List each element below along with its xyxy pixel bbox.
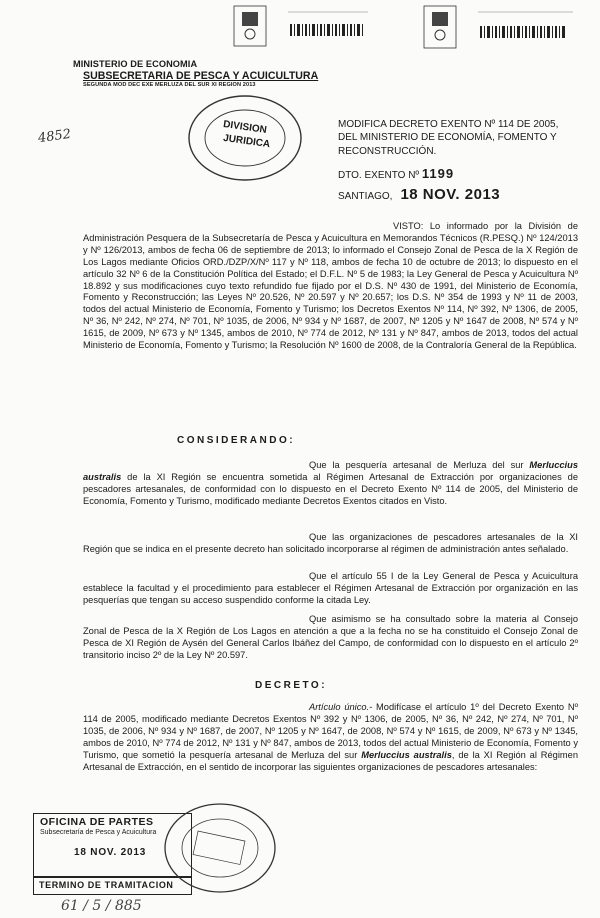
considerando-paragraph-2: Que las organizaciones de pescadores artesanales de la XI Región que se indica en el presente decreto han solicitado incorporarse al régimen de administración antes señalado. <box>83 532 578 554</box>
considerando-paragraph-1 <box>83 460 578 508</box>
tramitacion-label: TERMINO DE TRAMITACION <box>39 880 174 890</box>
stamp-line-1: DIVISION <box>222 118 268 137</box>
decreto-paragraph <box>83 702 578 773</box>
stamp-line-2: JURIDICA <box>222 132 271 151</box>
visto-lead: VISTO: <box>393 221 424 231</box>
place-date <box>338 186 500 203</box>
decreto-heading: DECRETO: <box>255 680 328 691</box>
considerando-p1-text-a: Que la pesquería artesanal de Merluza del sur <box>309 460 530 470</box>
decree-date: 18 NOV. 2013 <box>400 186 501 203</box>
seal-icon <box>228 4 378 60</box>
handwritten-bottom: 61 / 5 / 885 <box>61 898 142 914</box>
species-name-2: Merluccius australis <box>361 749 452 760</box>
ministry-name: MINISTERIO DE ECONOMIA <box>73 59 198 69</box>
articulo-lead: Artículo único.- <box>309 702 373 712</box>
considerando-heading: CONSIDERANDO: <box>177 435 296 446</box>
oficina-date: 18 NOV. 2013 <box>74 847 147 858</box>
visto-paragraph <box>83 221 578 352</box>
seal-icon <box>418 4 583 60</box>
species-name: Merluccius australis <box>83 460 578 482</box>
document-code: SEGUNDA MOD DEC EXE MERLUZA DEL SUR XI REGION 2013 <box>83 82 256 88</box>
document-title: MODIFICA DECRETO EXENTO Nº 114 DE 2005, DEL MINISTERIO DE ECONOMÍA, FOMENTO Y RECONSTRUCCIÓN. <box>338 119 559 157</box>
division-juridica-stamp <box>185 92 303 184</box>
round-stamp-icon <box>160 800 280 895</box>
subsecretaria-name: SUBSECRETARIA DE PESCA Y ACUICULTURA <box>83 70 319 82</box>
decreto-text-a: Modifícase el artículo 1º del Decreto Exento Nº 114 de 2005, modificado mediante Decretos Exentos Nº 392 y Nº 1306, de 2005, Nº 36, Nº 242, Nº 274, Nº 701, Nº 1035, de 2006, Nº 934 y Nº 1687, de 2007, Nº 1205 y Nº 1647, de 2008, Nº 574 y Nº 1615, de 2009, Nº 673 y Nº 1345, ambos de 2010, Nº 774 de 2012, Nº 131 y Nº 847, ambos de 2013, todos del actual Ministerio de Economía, Fomento y Turismo, que sometió la pesquería artesanal de Merluza del sur <box>83 702 578 760</box>
considerando-paragraph-4: Que asimismo se ha consultado sobre la materia al Consejo Zonal de Pesca de la X Región de Los Lagos en atención a que a la fecha no se ha constituido el Consejo Zonal de Pesca de XI Región de Aysén del General Carlos Ibáñez del Campo, de conformidad con lo dispuesto en el artículo 2º transitorio inciso 2º de la Ley Nº 20.597. <box>83 614 578 660</box>
oficina-subtitle: Subsecretaría de Pesca y Acuicultura <box>40 829 157 836</box>
considerando-p1-text-b: de la XI Región se encuentra sometida al Régimen Artesanal de Extracción por organizaciones de pescadores artesanales, de conformidad con lo dispuesto en el Decreto Exento Nº 114 de 2005, del Ministerio de Economía, Fomento y Turismo, modificado mediante Decretos Exentos citados en Visto. <box>83 471 578 506</box>
decree-number <box>338 166 454 181</box>
visto-text: Lo informado por la División de Administración Pesquera de la Subsecretaría de Pesca y Acuicultura en Memorandos Técnicos (R.PESQ.) Nº 124/2013 y Nº 126/2013, ambos de fecha 06 de septiembre de 2013; lo informado el Consejo Zonal de Pesca de la X Región de Los Lagos mediante Oficios ORD./DZP/X/Nº 117 y Nº 118, ambos de fecha 10 de octubre de 2013; lo dispuesto en el artículo 32 Nº 6 de la Constitución Política del Estado; el D.F.L. Nº 5 de 1983; la Ley General de Pesca y Acuicultura Nº 18.892 y sus modificaciones cuyo texto refundido fue fijado por el D.S. Nº 430 de 1991, del Ministerio de Economía, Fomento y Reconstrucción; las Leyes Nº 20.526, Nº 20.597 y Nº 20.657; los D.S. Nº 354 de 1993 y Nº 11 de 2003, todos del actual Ministerio de Economía, Fomento y Turismo; los Decretos Exentos Nº 114, Nº 392, Nº 1306, de 2005, Nº 36, Nº 242, Nº 274, Nº 701, Nº 1035, de 2006, Nº 934 y Nº 1687, de 2007, Nº 1205 y Nº 1647 de 2008, Nº 574 y Nº 1615, de 2009, Nº 673 y Nº 1345, ambos de 2010, Nº 774 de 2012, Nº 131 y Nº 847, ambos de 2013, todos del actual Ministerio de Economía, Fomento y Turismo; la Resolución Nº 1600 de 2008, de la Contraloría General de la República. <box>83 221 578 351</box>
oficina-title: OFICINA DE PARTES <box>40 816 154 828</box>
decreto-text-b: , de la XI Región al Régimen Artesanal de Extracción, en el sentido de incorporar las siguientes organizaciones de pescadores artesanales: <box>83 749 578 772</box>
top-left-stamp <box>228 4 378 60</box>
bottom-round-stamp <box>160 800 280 895</box>
considerando-paragraph-3: Que el artículo 55 I de la Ley General de Pesca y Acuicultura establece la facultad y el procedimiento para establecer el Régimen Artesanal de Extracción por organización en las pesquerías que tengan su acceso suspendido conforme la citada Ley. <box>83 571 578 605</box>
decree-label: DTO. EXENTO Nº <box>338 170 420 181</box>
top-right-stamp <box>418 4 583 60</box>
decree-value: 1199 <box>421 166 455 181</box>
handwritten-number: 4852 <box>37 126 72 147</box>
place-label: SANTIAGO, <box>338 191 393 202</box>
